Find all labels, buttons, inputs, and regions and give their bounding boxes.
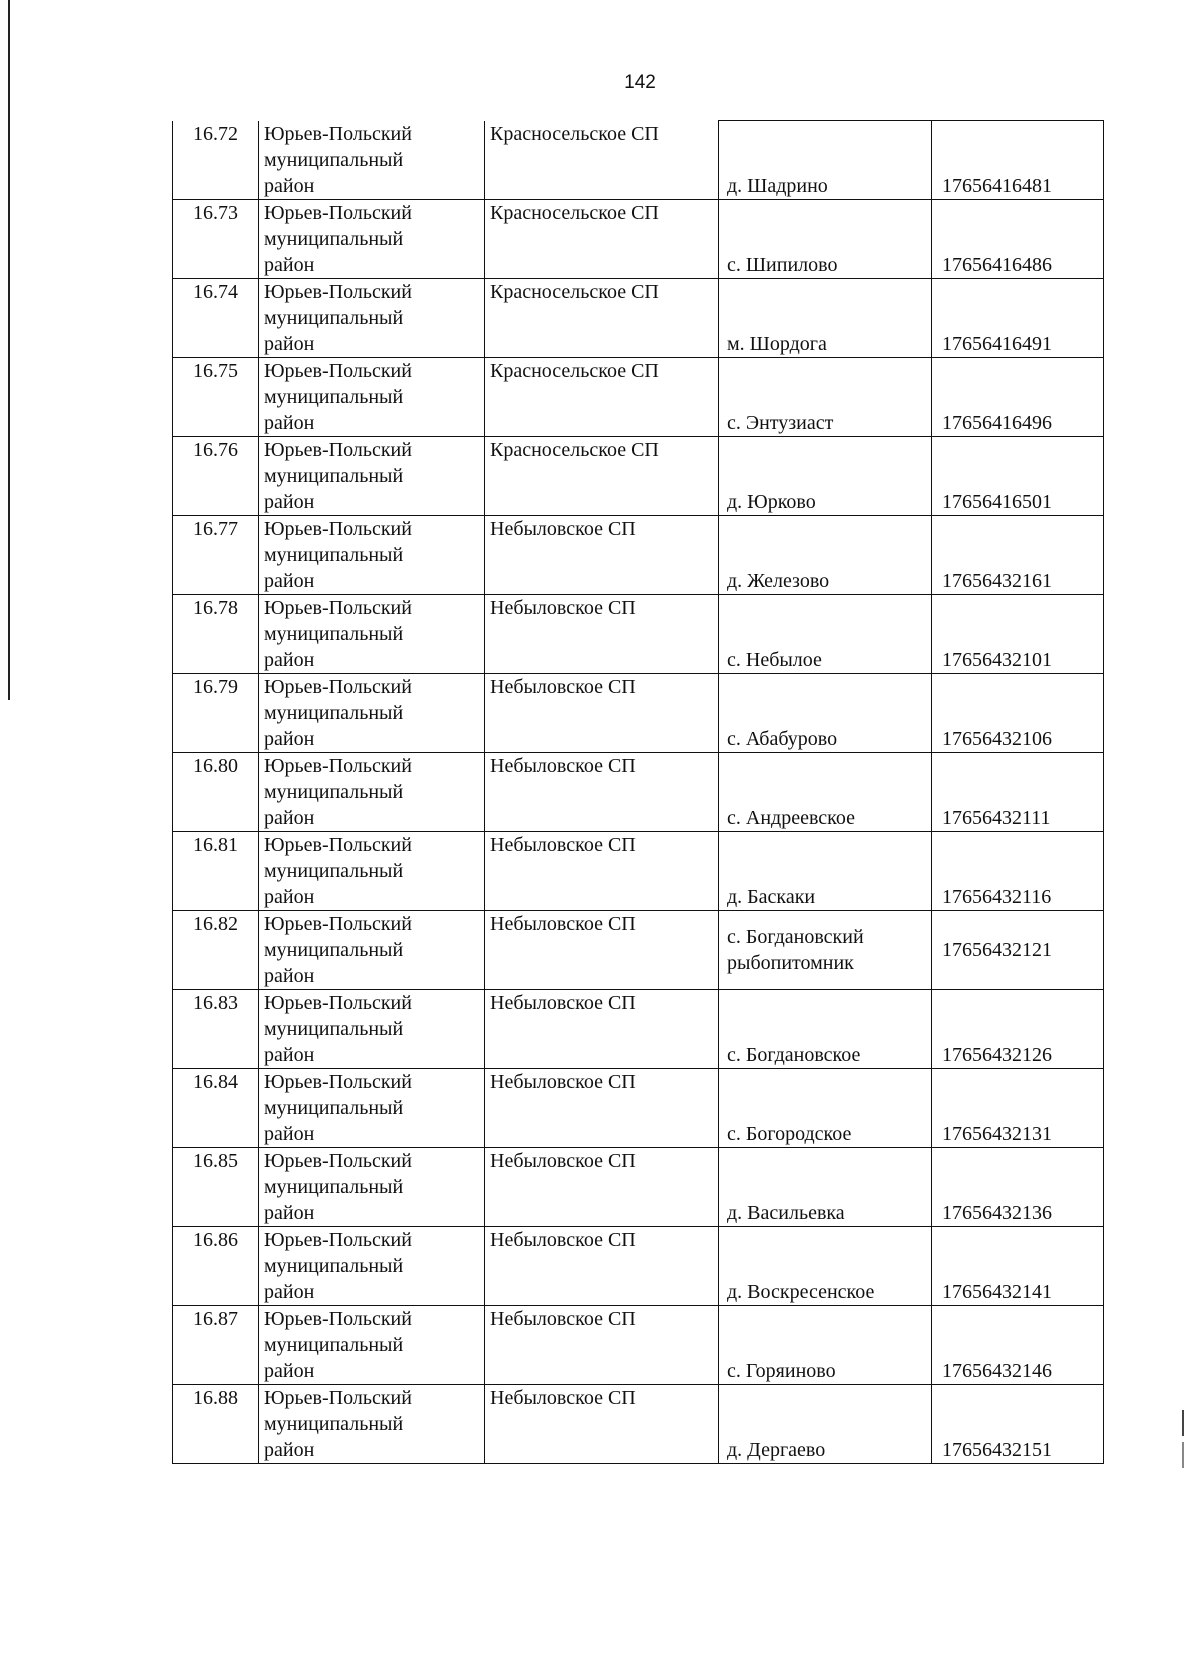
- settlement-text: Небыловское СП: [490, 912, 636, 935]
- row-number-text: 16.77: [193, 517, 238, 540]
- district-text: Юрьев-Польский муниципальный район: [264, 754, 412, 829]
- row-number-cell: [173, 910, 259, 989]
- row-number-text: 16.80: [193, 754, 238, 777]
- table-row: [173, 831, 1104, 910]
- oktmo-code-text: 17656432121: [942, 938, 1052, 961]
- row-number-cell: [173, 515, 259, 594]
- oktmo-code-text: 17656416486: [942, 253, 1052, 276]
- oktmo-code-text: 17656416481: [942, 174, 1052, 197]
- row-number-cell: [173, 436, 259, 515]
- table-row: [173, 436, 1104, 515]
- table-row: [173, 1305, 1104, 1384]
- locality-text: с. Шипилово: [727, 253, 838, 276]
- locality-text: д. Воскресенское: [727, 1280, 875, 1303]
- district-text: Юрьев-Польский муниципальный район: [264, 1070, 412, 1145]
- locality-text: д. Юрково: [727, 490, 816, 513]
- district-text: Юрьев-Польский муниципальный район: [264, 1386, 412, 1461]
- settlement-text: Небыловское СП: [490, 1307, 636, 1330]
- row-number-text: 16.76: [193, 438, 238, 461]
- table-row: [173, 1068, 1104, 1147]
- oktmo-code-text: 17656432151: [942, 1438, 1052, 1461]
- locality-text: с. Богородское: [727, 1122, 852, 1145]
- row-number-cell: [173, 989, 259, 1068]
- district-cell: [259, 515, 485, 594]
- row-number-cell: [173, 1384, 259, 1463]
- district-cell: [259, 1384, 485, 1463]
- oktmo-code-text: 17656416491: [942, 332, 1052, 355]
- settlement-text: Красносельское СП: [490, 359, 659, 382]
- settlement-cell: [485, 1305, 719, 1384]
- locality-cell: [719, 673, 932, 752]
- settlement-cell: [485, 989, 719, 1068]
- oktmo-code-text: 17656432111: [942, 806, 1051, 829]
- table-row: [173, 357, 1104, 436]
- district-cell: [259, 594, 485, 673]
- row-number-text: 16.84: [193, 1070, 238, 1093]
- oktmo-code-text: 17656416501: [942, 490, 1052, 513]
- district-cell: [259, 278, 485, 357]
- locality-cell: [719, 121, 932, 200]
- locality-cell: [719, 1226, 932, 1305]
- district-text: Юрьев-Польский муниципальный район: [264, 1228, 412, 1303]
- settlement-text: Красносельское СП: [490, 122, 659, 145]
- table-body: [173, 121, 1104, 1464]
- settlement-text: Небыловское СП: [490, 1070, 636, 1093]
- locality-text: с. Богдановское: [727, 1043, 861, 1066]
- oktmo-code-cell: [932, 1384, 1104, 1463]
- district-text: Юрьев-Польский муниципальный район: [264, 1149, 412, 1224]
- district-text: Юрьев-Польский муниципальный район: [264, 912, 412, 987]
- row-number-cell: [173, 594, 259, 673]
- row-number-text: 16.82: [193, 912, 238, 935]
- settlement-cell: [485, 1147, 719, 1226]
- oktmo-code-text: 17656432116: [942, 885, 1052, 908]
- locality-text: д. Васильевка: [727, 1201, 845, 1224]
- oktmo-code-cell: [932, 199, 1104, 278]
- settlement-cell: [485, 673, 719, 752]
- settlement-cell: [485, 1384, 719, 1463]
- district-cell: [259, 357, 485, 436]
- settlements-table: [172, 120, 1104, 1464]
- row-number-text: 16.81: [193, 833, 238, 856]
- locality-text: с. Горяиново: [727, 1359, 836, 1382]
- row-number-text: 16.75: [193, 359, 238, 382]
- oktmo-code-text: 17656432101: [942, 648, 1052, 671]
- settlement-cell: [485, 831, 719, 910]
- settlement-text: Красносельское СП: [490, 280, 659, 303]
- table-row: [173, 910, 1104, 989]
- district-text: Юрьев-Польский муниципальный район: [264, 280, 412, 355]
- settlement-cell: [485, 436, 719, 515]
- table-row: [173, 1384, 1104, 1463]
- locality-cell: [719, 278, 932, 357]
- table-row: [173, 594, 1104, 673]
- district-cell: [259, 831, 485, 910]
- locality-cell: [719, 436, 932, 515]
- oktmo-code-cell: [932, 1068, 1104, 1147]
- district-text: Юрьев-Польский муниципальный район: [264, 991, 412, 1066]
- oktmo-code-text: 17656432146: [942, 1359, 1052, 1382]
- table-row: [173, 121, 1104, 200]
- table-row: [173, 278, 1104, 357]
- locality-text: д. Шадрино: [727, 174, 828, 197]
- locality-text: д. Дергаево: [727, 1438, 826, 1461]
- row-number-text: 16.72: [193, 122, 238, 145]
- oktmo-code-text: 17656432136: [942, 1201, 1052, 1224]
- oktmo-code-cell: [932, 673, 1104, 752]
- locality-text: д. Железово: [727, 569, 830, 592]
- oktmo-code-cell: [932, 1305, 1104, 1384]
- oktmo-code-text: 17656432106: [942, 727, 1052, 750]
- district-cell: [259, 121, 485, 200]
- row-number-cell: [173, 831, 259, 910]
- locality-cell: [719, 515, 932, 594]
- district-cell: [259, 1226, 485, 1305]
- row-number-cell: [173, 1147, 259, 1226]
- locality-cell: [719, 1147, 932, 1226]
- locality-cell: [719, 752, 932, 831]
- row-number-cell: [173, 278, 259, 357]
- district-cell: [259, 989, 485, 1068]
- scan-edge-mark: [1182, 1410, 1184, 1436]
- locality-cell: [719, 989, 932, 1068]
- oktmo-code-cell: [932, 121, 1104, 200]
- district-text: Юрьев-Польский муниципальный район: [264, 596, 412, 671]
- settlement-cell: [485, 121, 719, 200]
- scan-edge-mark: [8, 0, 10, 700]
- settlement-text: Небыловское СП: [490, 991, 636, 1014]
- scan-edge-mark: [1182, 1442, 1184, 1468]
- district-cell: [259, 1147, 485, 1226]
- row-number-cell: [173, 1305, 259, 1384]
- district-text: Юрьев-Польский муниципальный район: [264, 438, 412, 513]
- row-number-cell: [173, 673, 259, 752]
- settlement-text: Небыловское СП: [490, 517, 636, 540]
- page-number: 142: [624, 72, 656, 93]
- row-number-text: 16.78: [193, 596, 238, 619]
- row-number-text: 16.74: [193, 280, 238, 303]
- settlement-text: Красносельское СП: [490, 201, 659, 224]
- table-row: [173, 989, 1104, 1068]
- row-number-cell: [173, 752, 259, 831]
- district-text: Юрьев-Польский муниципальный район: [264, 359, 412, 434]
- locality-cell: [719, 1384, 932, 1463]
- settlement-cell: [485, 1068, 719, 1147]
- settlement-cell: [485, 594, 719, 673]
- oktmo-code-cell: [932, 278, 1104, 357]
- district-cell: [259, 910, 485, 989]
- row-number-text: 16.88: [193, 1386, 238, 1409]
- locality-cell: [719, 1068, 932, 1147]
- row-number-text: 16.79: [193, 675, 238, 698]
- settlement-cell: [485, 357, 719, 436]
- settlement-text: Красносельское СП: [490, 438, 659, 461]
- locality-cell: [719, 910, 932, 989]
- district-cell: [259, 436, 485, 515]
- locality-cell: [719, 831, 932, 910]
- settlement-cell: [485, 199, 719, 278]
- locality-text: д. Баскаки: [727, 885, 816, 908]
- row-number-cell: [173, 199, 259, 278]
- locality-cell: [719, 357, 932, 436]
- locality-text: с. Энтузиаст: [727, 411, 834, 434]
- settlement-text: Небыловское СП: [490, 1386, 636, 1409]
- locality-text: с. Богдановский рыбопитомник: [727, 925, 864, 974]
- table-row: [173, 515, 1104, 594]
- settlement-text: Небыловское СП: [490, 754, 636, 777]
- oktmo-code-cell: [932, 515, 1104, 594]
- district-cell: [259, 1068, 485, 1147]
- district-text: Юрьев-Польский муниципальный район: [264, 517, 412, 592]
- table-row: [173, 673, 1104, 752]
- locality-text: с. Небылое: [727, 648, 822, 671]
- settlement-cell: [485, 515, 719, 594]
- district-text: Юрьев-Польский муниципальный район: [264, 833, 412, 908]
- locality-cell: [719, 199, 932, 278]
- oktmo-code-text: 17656432126: [942, 1043, 1052, 1066]
- oktmo-code-cell: [932, 1147, 1104, 1226]
- oktmo-code-cell: [932, 357, 1104, 436]
- district-text: Юрьев-Польский муниципальный район: [264, 201, 412, 276]
- settlement-cell: [485, 1226, 719, 1305]
- settlement-text: Небыловское СП: [490, 833, 636, 856]
- table-row: [173, 1226, 1104, 1305]
- table-row: [173, 199, 1104, 278]
- settlement-cell: [485, 278, 719, 357]
- settlement-text: Небыловское СП: [490, 1149, 636, 1172]
- locality-cell: [719, 1305, 932, 1384]
- district-cell: [259, 752, 485, 831]
- row-number-text: 16.87: [193, 1307, 238, 1330]
- oktmo-code-text: 17656432161: [942, 569, 1052, 592]
- locality-text: с. Абабурово: [727, 727, 838, 750]
- row-number-text: 16.73: [193, 201, 238, 224]
- district-cell: [259, 199, 485, 278]
- oktmo-code-text: 17656432141: [942, 1280, 1052, 1303]
- settlement-text: Небыловское СП: [490, 596, 636, 619]
- settlement-text: Небыловское СП: [490, 1228, 636, 1251]
- row-number-cell: [173, 1068, 259, 1147]
- oktmo-code-cell: [932, 910, 1104, 989]
- settlement-text: Небыловское СП: [490, 675, 636, 698]
- row-number-cell: [173, 357, 259, 436]
- oktmo-code-cell: [932, 436, 1104, 515]
- district-cell: [259, 673, 485, 752]
- row-number-cell: [173, 121, 259, 200]
- district-text: Юрьев-Польский муниципальный район: [264, 1307, 412, 1382]
- oktmo-code-text: 17656416496: [942, 411, 1052, 434]
- row-number-text: 16.85: [193, 1149, 238, 1172]
- oktmo-code-cell: [932, 989, 1104, 1068]
- locality-text: м. Шордога: [727, 332, 827, 355]
- row-number-text: 16.86: [193, 1228, 238, 1251]
- district-text: Юрьев-Польский муниципальный район: [264, 122, 412, 197]
- oktmo-code-cell: [932, 594, 1104, 673]
- oktmo-code-text: 17656432131: [942, 1122, 1052, 1145]
- table-row: [173, 1147, 1104, 1226]
- settlement-cell: [485, 910, 719, 989]
- locality-cell: [719, 594, 932, 673]
- table-row: [173, 752, 1104, 831]
- oktmo-code-cell: [932, 1226, 1104, 1305]
- district-text: Юрьев-Польский муниципальный район: [264, 675, 412, 750]
- locality-text: с. Андреевское: [727, 806, 855, 829]
- district-cell: [259, 1305, 485, 1384]
- row-number-cell: [173, 1226, 259, 1305]
- row-number-text: 16.83: [193, 991, 238, 1014]
- oktmo-code-cell: [932, 752, 1104, 831]
- settlement-cell: [485, 752, 719, 831]
- oktmo-code-cell: [932, 831, 1104, 910]
